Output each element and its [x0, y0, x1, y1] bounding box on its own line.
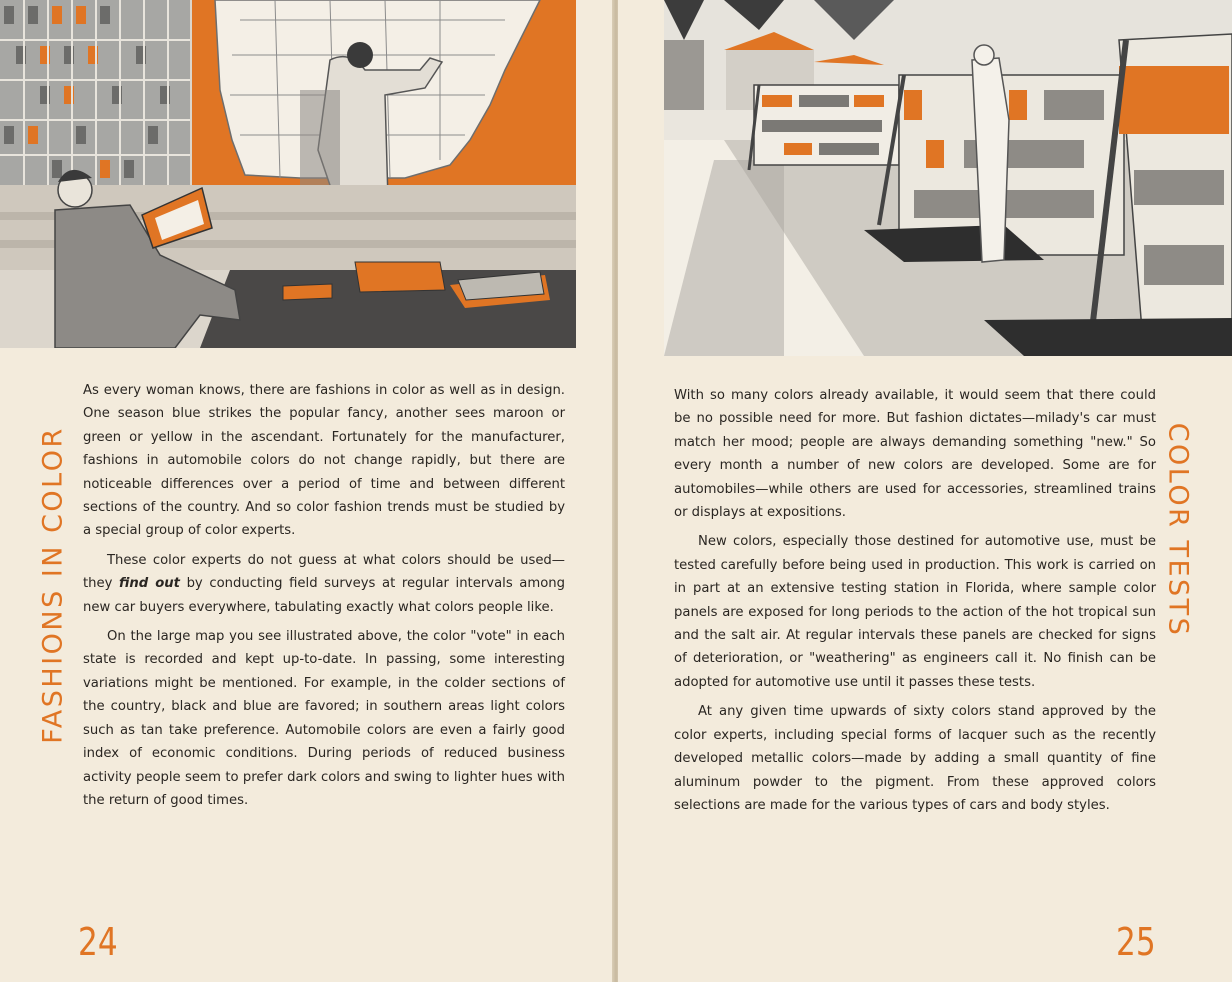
left-body-text: [83, 379, 565, 818]
map-scene-svg: [0, 0, 576, 348]
right-page: With so many colors already available, it would seem that there could be no possible need for more. But fashion dictates—milady's car must match her mood; people are always demanding something "new." So every month a number of new colors are developed. Some are for automobiles—while others are used for accessories, streamlined trains or displays at expositions. New colors, especially those destined for automotive use, must be tested carefully before being used in production. This work is carried on in part at an extensive testing station in Florida, where sample color panels are exposed for long periods to the action of the hot tropical sun and the salt air. At regular intervals these panels are checked for signs of deterioration, or "weathering" as engineers call it. No finish can be adopted for automotive use until it passes these tests. At any given time upwards of sixty colors stand approved by the color experts, including special forms of lacquer such as the recently developed metallic colors—made by adding a small quantity of fine aluminum powder to the pigment. From these approved colors selections are made for the various types of cars and body styles. COLOR TESTS 25: [618, 0, 1232, 982]
right-body-text: [674, 384, 1156, 823]
page-number-left: 24: [78, 920, 118, 964]
color-experts-map-illustration: [0, 0, 576, 348]
paragraph: At any given time upwards of sixty colors stand approved by the color experts, including special forms of lacquer such as the recently developed metallic colors—made by adding a small quantity of fine aluminum powder to the pigment. From these approved colors selections are made for the various types of cars and body styles.: [674, 704, 1156, 813]
paragraph: These color experts do not guess at what colors should be used—they find out by conducting field surveys at regular intervals among new car buyers everywhere, tabulating exactly what colors people like.: [83, 552, 565, 615]
page-number-right: 25: [1116, 920, 1156, 964]
left-page: FASHIONS IN COLOR As every woman knows, there are fashions in color as well as in design. One season blue strikes the popular fancy, another sees maroon or green or yellow in the ascendant. Fortunately for the manufacturer, fashions in automobile colors do not change rapidly, but there are noticeable differences over a period of time and between different sections of the country. And so color fashion trends must be studied by a special group of color experts. These color experts do not guess at what colors should be used—they find out by conducting field surveys at regular intervals among new car buyers everywhere, tabulating exactly what colors people like. On the large map you see illustrated above, the color "vote" in each state is recorded and kept up-to-date. In passing, some interesting variations might be mentioned. For example, in the colder sections of the country, black and blue are favored; in southern areas light colors such as tan take preference. Automobile colors are even a fairly good index of economic conditions. During periods of reduced business activity people seem to prefer dark colors and swing to lighter hues with the return of good times. 24: [0, 0, 614, 982]
paragraph: On the large map you see illustrated above, the color "vote" in each state is recorded and kept up-to-date. In passing, some interesting variations might be mentioned. For example, in the colder sections of the country, black and blue are favored; in southern areas light colors such as tan take preference. Automobile colors are even a fairly good index of economic conditions. During periods of reduced business activity people seem to prefer dark colors and swing to lighter hues with the return of good times.: [83, 629, 565, 808]
paragraph: As every woman knows, there are fashions in color as well as in design. One season blue strikes the popular fancy, another sees maroon or green or yellow in the ascendant. Fortunately for the manufacturer, fashions in automobile colors do not change rapidly, but there are noticeable differences over a period of time and between different sections of the country. And so color fashion trends must be studied by a special group of color experts.: [83, 383, 565, 539]
testing-scene-svg: [664, 0, 1232, 356]
testing-station-illustration: [664, 0, 1232, 356]
paragraph: New colors, especially those destined for automotive use, must be tested carefully before being used in production. This work is carried on in part at an extensive testing station in Florida, where sample color panels are exposed for long periods to the action of the hot tropical sun and the salt air. At regular intervals these panels are checked for signs of deterioration, or "weathering" as engineers call it. No finish can be adopted for automotive use until it passes these tests.: [674, 534, 1156, 690]
emphasis-find-out: find out: [119, 576, 180, 592]
paragraph: With so many colors already available, it would seem that there could be no possible need for more. But fashion dictates—milady's car must match her mood; people are always demanding something "new." So every month a number of new colors are developed. Some are for automobiles—while others are used for accessories, streamlined trains or displays at expositions.: [674, 388, 1156, 521]
